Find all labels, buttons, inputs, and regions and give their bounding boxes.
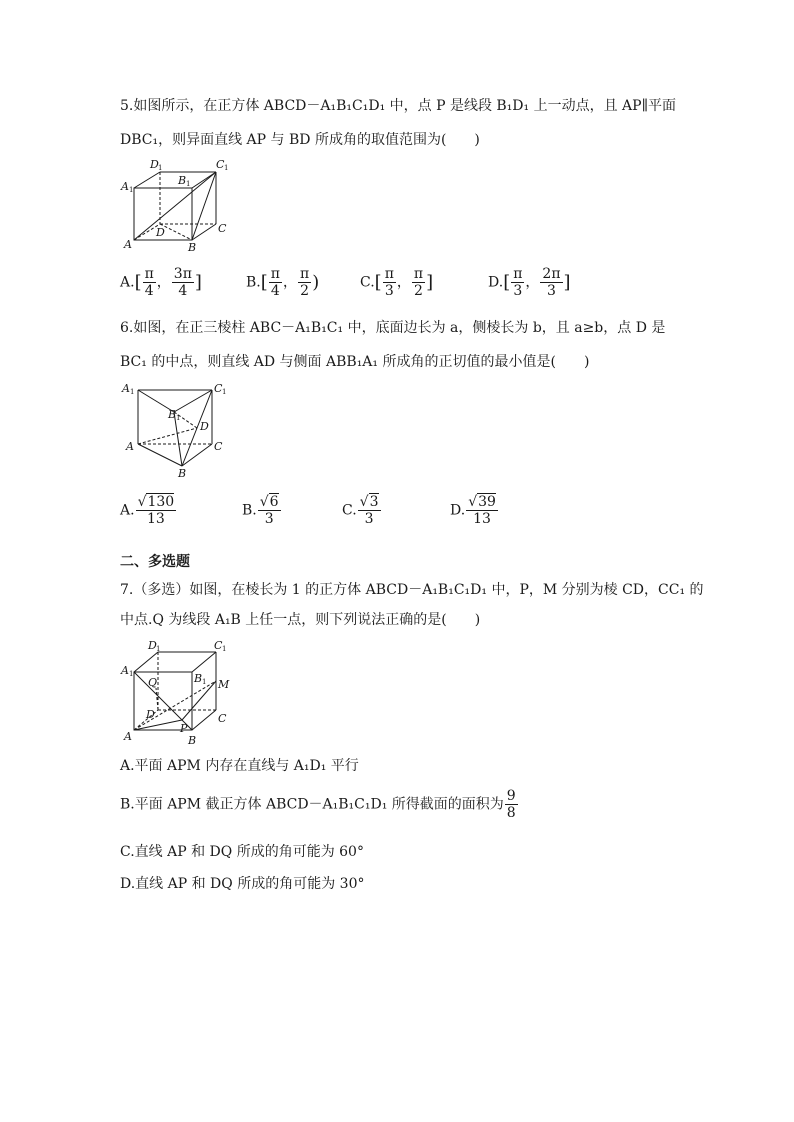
svg-text:1: 1 <box>186 180 191 188</box>
q6-line-2: BC₁ 的中点，则直线 AD 与侧面 ABB₁A₁ 所成角的正切值的最小值是( ) <box>120 354 590 370</box>
q5-line-1: 5.如图所示，在正方体 ABCD－A₁B₁C₁D₁ 中，点 P 是线段 B₁D₁ 上一动点，且 AP∥平面 <box>120 98 677 114</box>
svg-text:1: 1 <box>158 164 163 172</box>
q5-option-a[interactable]: A.[ $\frac{\pi}{4}$ ， $\frac{3\pi}{4}$ ] <box>120 266 202 299</box>
q6-label-b: B <box>178 467 187 478</box>
q7-label-a1: A <box>121 664 129 677</box>
q5-label-b1: B <box>178 174 187 187</box>
q5-label-d1: D <box>150 158 159 171</box>
q7-option-b[interactable]: B.平面 APM 截正方体 ABCD－A₁B₁C₁D₁ 所得截面的面积为 $\frac{9}{8}$ <box>120 788 516 821</box>
q7-label-d: D <box>146 708 155 721</box>
q6-label-a1: A <box>122 382 130 395</box>
svg-text:1: 1 <box>129 186 134 194</box>
q7-option-d[interactable]: D.直线 AP 和 DQ 所成的角可能为 30° <box>120 876 365 892</box>
q7-label-c1: C <box>214 639 223 652</box>
q6-option-c[interactable]: C. $\frac{√3}{3}$ <box>342 494 379 527</box>
svg-text:1: 1 <box>222 645 227 653</box>
q5-options <box>120 266 660 306</box>
q6-label-d: D <box>200 420 209 433</box>
svg-text:1: 1 <box>224 164 229 172</box>
q6-option-d[interactable]: D. $\frac{√39}{13}$ <box>450 494 496 527</box>
q7-line-2: 中点.Q 为线段 A₁B 上任一点，则下列说法正确的是( ) <box>120 612 481 628</box>
q7-label-m: M <box>218 678 230 691</box>
q6-option-b[interactable]: B. $\frac{√6}{3}$ <box>242 494 279 527</box>
svg-text:1: 1 <box>156 645 161 653</box>
q7-cube-figure <box>118 638 234 746</box>
q5-option-c[interactable]: C.[ $\frac{\pi}{3}$ ， $\frac{\pi}{2}$ ] <box>360 266 434 299</box>
q5-cube-figure <box>118 154 230 252</box>
q5-label-c1: C <box>216 158 225 171</box>
q7-label-a: A <box>124 730 132 743</box>
q5-label-a: A <box>124 238 132 251</box>
q6-options <box>120 494 640 534</box>
q7-label-b: B <box>188 734 197 746</box>
q6-option-a[interactable]: A. $\frac{√130}{13}$ <box>120 494 175 527</box>
q5-label-d: D <box>156 226 165 239</box>
q7-label-d1: D <box>148 639 157 652</box>
svg-text:1: 1 <box>222 388 227 396</box>
q6-prism-figure <box>118 378 230 478</box>
q7-label-p: P <box>180 722 188 735</box>
q5-label-a1: A <box>121 180 129 193</box>
q6-label-c: C <box>214 440 223 453</box>
q7-line-1: 7.（多选）如图，在棱长为 1 的正方体 ABCD－A₁B₁C₁D₁ 中，P，M 分别为棱 CD，CC₁ 的 <box>120 582 704 598</box>
q5-line-2: DBC₁，则异面直线 AP 与 BD 所成角的取值范围为( ) <box>120 132 480 148</box>
q6-label-b1: B <box>168 408 177 421</box>
q7-option-c[interactable]: C.直线 AP 和 DQ 所成的角可能为 60° <box>120 844 364 860</box>
q7-label-c: C <box>218 712 227 725</box>
svg-text:1: 1 <box>202 678 207 686</box>
q6-line-1: 6.如图，在正三棱柱 ABC－A₁B₁C₁ 中，底面边长为 a，侧棱长为 b，且 a≥b，点 D 是 <box>120 320 666 336</box>
section-heading: 二、多选题 <box>120 554 190 570</box>
q6-label-a: A <box>126 440 134 453</box>
q5-label-c: C <box>218 222 227 235</box>
svg-text:1: 1 <box>129 670 134 678</box>
q7-option-b-fraction: $\frac{9}{8}$ <box>506 788 516 821</box>
q7-option-a[interactable]: A.平面 APM 内存在直线与 A₁D₁ 平行 <box>120 758 359 774</box>
q7-label-q: Q <box>148 676 158 689</box>
q5-option-b[interactable]: B.[ $\frac{\pi}{4}$ ， $\frac{\pi}{2}$ ) <box>246 266 320 299</box>
q6-label-c1: C <box>214 382 223 395</box>
svg-text:1: 1 <box>176 414 181 422</box>
q5-label-b: B <box>188 241 197 252</box>
q5-option-d[interactable]: D.[ $\frac{\pi}{3}$ ， $\frac{2\pi}{3}$ ] <box>488 266 571 299</box>
q7-label-b1: B <box>194 672 203 685</box>
svg-text:1: 1 <box>130 388 135 396</box>
